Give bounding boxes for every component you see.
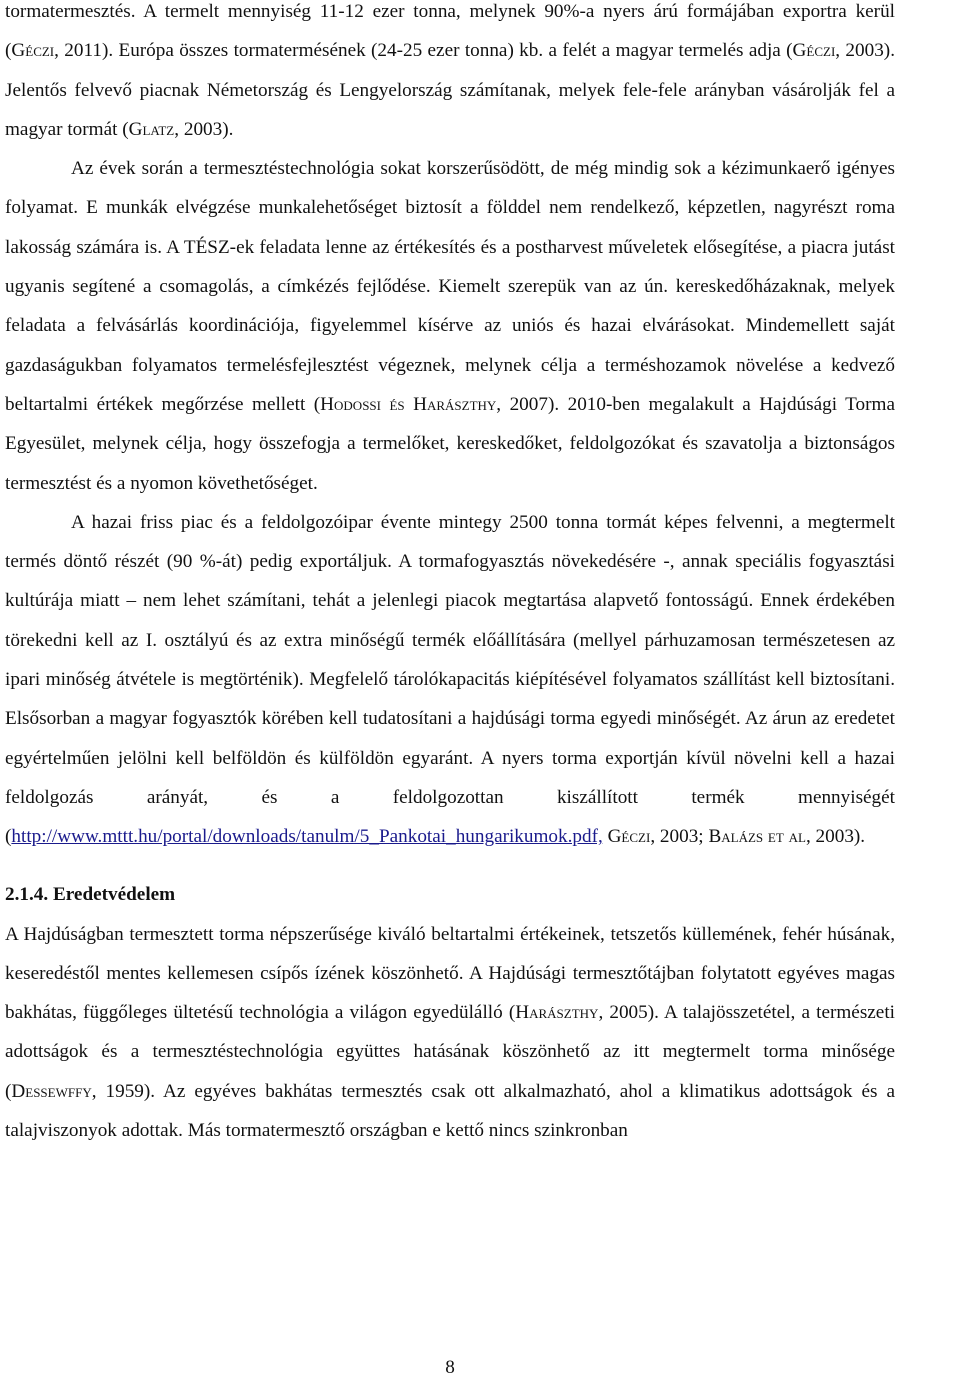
citation-author: Glatz (128, 118, 175, 140)
paragraph-origin-protection (5, 915, 895, 1151)
page-number: 8 (445, 1357, 455, 1378)
text-run: A hazai friss piac és a feldolgozóipar évente mintegy 2500 tonna tormát képes felvenni, a megtermelt termés döntő részét (90 %-át) pedig exportáljuk. A tormafogyasztás növekedésére -, annak speciális fogyasztási kultúrája miatt – nem lehet számítani, tehát a jelenlegi piacok megtartása alapvető fontosságú. Ennek érdekében törekedni kell az I. osztályú és az extra minőségű termék előállítására (mellyel párhuzamosan természetesen az ipari minőség átvétele is megtörténik). Megfelelő tárolókapacitás kiépítésével folyamatos szállítást kell biztosítani. Elsősorban a magyar fogyasztók körében kell tudatosítani a hajdúsági torma egyedi minőségét. Az árun az eredetet egyértelműen jelölni kell belföldön és külföldön egyaránt. A nyers torma exportján kívül növelni kell a hazai feldolgozás arányát, és a feldolgozottan kiszállított termék mennyiségét ( (5, 511, 895, 848)
text-run: , 2003). (805, 826, 866, 848)
paragraph-technology (5, 149, 895, 503)
section-heading: 2.1.4. Eredetvédelem (5, 883, 176, 905)
citation-author: Géczi (11, 40, 55, 62)
text-run: , 1959). Az egyéves bakhátas termesztés csak ott alkalmazható, ahol a klimatikus adottságok és a talajviszonyok adottak. Más tormatermesztő országban e kettő nincs szinkronban (5, 1080, 895, 1142)
text-run: Az évek során a termesztéstechnológia sokat korszerűsödött, de még mindig sok a kézimunkaerő igényes folyamat. E munkák elvégzése munkalehetőséget biztosít a földdel nem rendelkező, képzetlen, nagyrészt roma lakosság számára is. A TÉSZ-ek feladata lenne az értékesítés és a postharvest műveletek elősegítése, a piacra jutást ugyanis segítené a csomagolás, a címkézés fejlődése. Kiemelt szerepük van az ún. kereskedőházaknak, melyek feladata a felvásárlás koordinációja, figyelemmel kísérve az uniós és hazai elvárásokat. Mindemellett saját gazdaságukban folyamatos termelésfejlesztést végeznek, melynek célja a terméshozamok növelése a kedvező beltartalmi értékek megőrzése mellett ( (5, 158, 895, 415)
paragraph-market-overview (5, 0, 895, 149)
text-run: , 2007). 2010-ben megalakult a Hajdúsági Torma Egyesület, melynek célja, hogy összefogja a termelőket, kereskedőket, feldolgozókat és szavatolja a biztonságos termesztést és a nyomon követhetőséget. (5, 393, 895, 494)
text-run: , 2003). (174, 118, 234, 140)
text-run: tormatermesztés. A termelt mennyiség 11-12 ezer tonna, melynek 90%-a nyers árú formájában exportra kerül ( (5, 1, 895, 62)
text-run: , 2003). Jelentős felvevő piacnak Németország és Lengyelország számítanak, melyek fele-fele arányban vásárolják fel a magyar tormát ( (5, 40, 895, 140)
text-run: , 2011). Európa összes tormatermésének (24-25 ezer tonna) kb. a felét a magyar termelés adja ( (54, 40, 793, 62)
text-run: , 2005). A talajösszetétel, a természeti adottságok és a termesztéstechnológia együttes hatásának köszönhető az itt megtermelt torma minősége ( (5, 1002, 895, 1102)
citation-author: Harászthy (515, 1002, 599, 1024)
citation-author: Balázs et al (708, 826, 806, 848)
citation-author: Géczi (792, 40, 836, 62)
citation-author: Géczi (607, 826, 651, 848)
citation-author: Dessewffy (11, 1080, 92, 1102)
paragraph-domestic-market (5, 503, 895, 857)
citation-author: Hodossi és Harászthy (320, 393, 497, 415)
source-link[interactable]: http://www.mttt.hu/portal/downloads/tanulm/5_Pankotai_hungarikumok.pdf, (11, 826, 603, 848)
text-run: , 2003; (650, 826, 709, 848)
text-run: A Hajdúságban termesztett torma népszerűsége kiváló beltartalmi értékeinek, tetszetős küllemének, fehér húsának, keseredéstől mentes kellemesen csípős ízének köszönhető. A Hajdúsági termesztőtájban folytatott egyéves magas bakhátas, függőleges ültetésű technológia a világon egyedülálló ( (5, 923, 895, 1024)
document-page (5, 0, 895, 1150)
